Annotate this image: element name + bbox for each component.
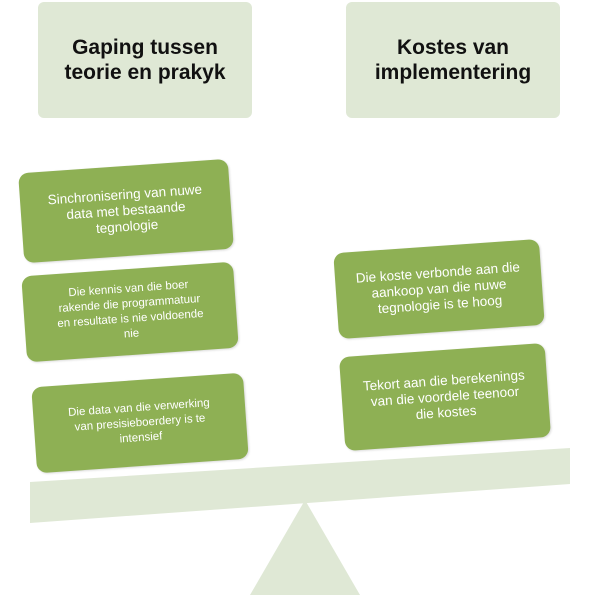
header-gaping	[38, 2, 252, 118]
right-card-2-text: Tekort aan die berekenings van die voordele teenoor die kostes	[362, 367, 526, 423]
balance-fulcrum-shape	[250, 500, 360, 595]
right-card-1-text: Die koste verbonde aan die aankoop van die nuwe tegnologie is te hoog	[355, 259, 521, 317]
left-card-1	[18, 159, 234, 263]
header-gaping-label: Gaping tussen teorie en prakyk	[64, 36, 226, 84]
left-card-3-text: Die data van die verwerking van presisieboerdery is te intensief	[67, 396, 211, 445]
header-kostes-label: Kostes van implementering	[374, 36, 532, 84]
balance-fulcrum	[250, 500, 360, 595]
left-card-1-text: Sinchronisering van nuwe data met bestaande tegnologie	[47, 181, 203, 237]
right-card-1	[333, 239, 544, 339]
left-card-2	[21, 262, 238, 363]
left-card-2-text: Die kennis van die boer rakende die programmatuur en resultate is nie voldoende nie	[57, 278, 204, 341]
header-kostes	[346, 2, 560, 118]
right-card-2	[339, 343, 551, 451]
